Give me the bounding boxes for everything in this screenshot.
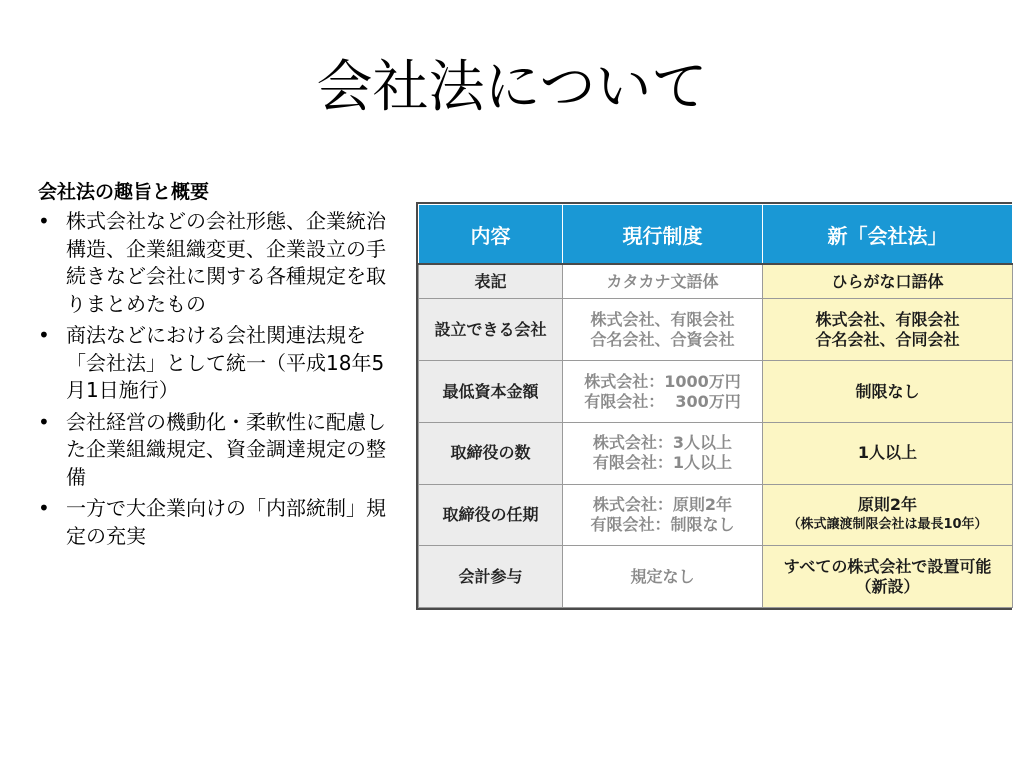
new-cell [763,484,1013,546]
new-line: 制限なし [855,381,920,401]
new-cell [763,264,1013,299]
overview-section [38,178,400,554]
current-line: 株式会社：3人以上 [592,433,733,453]
current-cell [563,264,763,299]
bullet-dot-icon: • [38,323,50,347]
table-row [419,299,1013,361]
current-line: カタカナ文語体 [606,271,719,291]
table-row [419,546,1013,608]
bullet-text: 商法などにおける会社関連法規を「会社法」として統一（平成18年5月1日施行） [66,323,385,402]
bullet-dot-icon: • [38,209,50,233]
table-row [419,484,1013,546]
slide-title: 会社法について [316,55,708,120]
current-cell [563,484,763,546]
new-line: 原則2年 [857,494,918,514]
new-line: 1人以上 [857,443,918,463]
new-line: すべての株式会社で設置可能 [783,556,992,576]
current-line: 有限会社：制限なし [590,514,735,534]
current-line: 規定なし [630,566,695,586]
bullet-item [38,322,400,405]
bullet-text: 株式会社などの会社形態、企業統治構造、企業組織変更、企業設立の手続きなど会社に関する各種規定を取りまとめたもの [66,209,386,316]
new-cell [763,299,1013,361]
bullet-item [38,208,400,318]
new-note: （株式譲渡制限会社は最長10年） [787,516,988,532]
bullet-text: 会社経営の機動化・柔軟性に配慮した企業組織規定、資金調達規定の整備 [66,409,386,489]
row-label: 表記 [419,264,563,299]
current-cell [563,299,763,361]
current-line: 合名会社、合資会社 [590,329,735,349]
comparison-table [416,202,1012,610]
table-row [419,264,1013,299]
section-heading: 会社法の趣旨と概要 [38,181,210,203]
bullet-dot-icon: • [38,409,50,434]
header-content: 内容 [419,205,563,265]
current-line: 有限会社：1人以上 [592,453,733,473]
row-label: 取締役の任期 [419,484,563,546]
row-label: 設立できる会社 [419,299,563,361]
row-label: 取締役の数 [419,422,563,484]
table-row [419,422,1013,484]
current-line: 株式会社：原則2年 [592,494,733,514]
new-line: （新設） [855,576,920,596]
current-cell [563,361,763,423]
header-current: 現行制度 [563,205,763,265]
current-line: 株式会社：1000万円 [584,371,741,391]
table-header-row [419,205,1013,265]
row-label: 最低資本金額 [419,361,563,423]
comparison-table-grid [418,204,1013,608]
current-line: 株式会社、有限会社 [590,309,735,329]
new-line: ひらがな口語体 [831,271,944,291]
new-line: 株式会社、有限会社 [815,309,960,329]
current-line: 有限会社： 300万円 [584,391,741,411]
new-line: 合名会社、合同会社 [815,329,960,349]
new-cell [763,422,1013,484]
bullet-item [38,495,400,550]
bullet-text: 一方で大企業向けの「内部統制」規定の充実 [66,496,386,548]
bullet-dot-icon: • [38,496,50,520]
current-cell [563,546,763,608]
table-row [419,361,1013,423]
row-label: 会計参与 [419,546,563,608]
header-new: 新「会社法」 [763,205,1013,265]
new-cell [763,361,1013,423]
bullet-list [38,208,400,550]
bullet-item [38,409,400,492]
current-cell [563,422,763,484]
new-cell [763,546,1013,608]
